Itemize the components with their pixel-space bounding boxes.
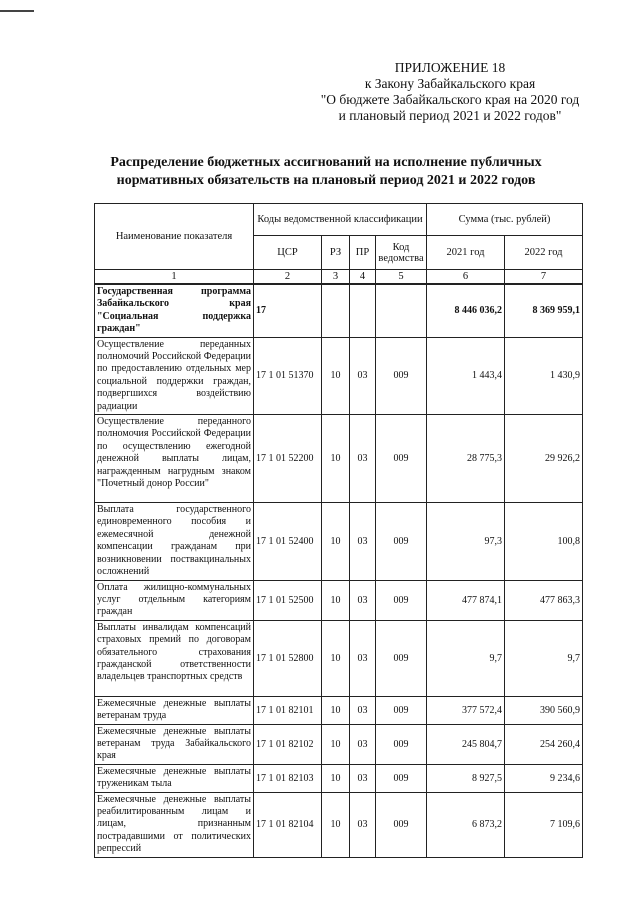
row-2021: 477 874,1 bbox=[427, 580, 505, 620]
budget-table bbox=[94, 203, 583, 858]
row-name: Выплата государственного единовременного пособия и ежемесячной денежной компенсации гражданам при возникновении поствакцинальных осложнений bbox=[95, 503, 254, 580]
row-csr: 17 1 01 82102 bbox=[254, 724, 322, 764]
row-name: Ежемесячные денежные выплаты реабилитированным лицам и лицам, признанным пострадавшими от политических репрессий bbox=[95, 792, 254, 857]
row-2021: 6 873,2 bbox=[427, 792, 505, 857]
row-name: Оплата жилищно-коммунальных услуг отдельным категориям граждан bbox=[95, 580, 254, 620]
row-dept: 009 bbox=[376, 337, 427, 414]
row-2021: 28 775,3 bbox=[427, 415, 505, 503]
title-line-1: Распределение бюджетных ассигнований на исполнение публичных bbox=[110, 155, 542, 170]
table-row bbox=[95, 415, 583, 503]
column-number: 5 bbox=[376, 270, 427, 285]
row-2022: 29 926,2 bbox=[505, 415, 583, 503]
row-csr: 17 1 01 51370 bbox=[254, 337, 322, 414]
row-2022: 1 430,9 bbox=[505, 337, 583, 414]
table-row bbox=[95, 337, 583, 414]
table-row bbox=[95, 284, 583, 337]
row-2022: 9 234,6 bbox=[505, 764, 583, 792]
row-name: Ежемесячные денежные выплаты ветеранам труда Забайкальского края bbox=[95, 724, 254, 764]
title-line-2: нормативных обязательств на плановый период 2021 и 2022 годов bbox=[116, 173, 536, 188]
header-pr: ПР bbox=[350, 236, 376, 270]
row-2022: 8 369 959,1 bbox=[505, 284, 583, 337]
header-codes: Коды ведомственной классификации bbox=[254, 204, 427, 236]
row-2022: 9,7 bbox=[505, 620, 583, 696]
row-dept: 009 bbox=[376, 724, 427, 764]
row-rz: 10 bbox=[322, 764, 350, 792]
header-name: Наименование показателя bbox=[95, 204, 254, 270]
table-row bbox=[95, 724, 583, 764]
row-dept: 009 bbox=[376, 415, 427, 503]
row-name: Ежемесячные денежные выплаты ветеранам труда bbox=[95, 696, 254, 724]
table-row bbox=[95, 580, 583, 620]
appendix-period: и плановый период 2021 и 2022 годов" bbox=[338, 108, 562, 123]
row-name: Осуществление переданных полномочий Российской Федерации по предоставлению отдельных мер социальной поддержки граждан, подвергшихся воздействию радиации bbox=[95, 337, 254, 414]
row-2022: 254 260,4 bbox=[505, 724, 583, 764]
row-rz: 10 bbox=[322, 503, 350, 580]
row-rz: 10 bbox=[322, 696, 350, 724]
row-2022: 390 560,9 bbox=[505, 696, 583, 724]
header-csr: ЦСР bbox=[254, 236, 322, 270]
row-rz: 10 bbox=[322, 580, 350, 620]
row-dept: 009 bbox=[376, 764, 427, 792]
table-row bbox=[95, 696, 583, 724]
document-title bbox=[96, 154, 556, 190]
row-2022: 477 863,3 bbox=[505, 580, 583, 620]
column-number: 6 bbox=[427, 270, 505, 285]
table-row bbox=[95, 764, 583, 792]
row-pr: 03 bbox=[350, 415, 376, 503]
row-rz: 10 bbox=[322, 724, 350, 764]
row-csr: 17 1 01 52200 bbox=[254, 415, 322, 503]
header-2021: 2021 год bbox=[427, 236, 505, 270]
column-number: 1 bbox=[95, 270, 254, 285]
row-dept: 009 bbox=[376, 792, 427, 857]
table-row bbox=[95, 620, 583, 696]
row-rz bbox=[322, 284, 350, 337]
row-pr: 03 bbox=[350, 503, 376, 580]
appendix-budget: "О бюджете Забайкальского края на 2020 год bbox=[320, 92, 580, 107]
row-pr: 03 bbox=[350, 724, 376, 764]
scan-mark bbox=[0, 10, 34, 12]
row-2021: 97,3 bbox=[427, 503, 505, 580]
header-2022: 2022 год bbox=[505, 236, 583, 270]
row-csr: 17 1 01 82103 bbox=[254, 764, 322, 792]
row-2022: 7 109,6 bbox=[505, 792, 583, 857]
appendix-number: ПРИЛОЖЕНИЕ 18 bbox=[394, 60, 506, 75]
row-2022: 100,8 bbox=[505, 503, 583, 580]
row-2021: 1 443,4 bbox=[427, 337, 505, 414]
column-number: 3 bbox=[322, 270, 350, 285]
row-dept: 009 bbox=[376, 580, 427, 620]
row-csr: 17 1 01 52800 bbox=[254, 620, 322, 696]
column-number: 2 bbox=[254, 270, 322, 285]
row-dept: 009 bbox=[376, 620, 427, 696]
row-dept: 009 bbox=[376, 696, 427, 724]
table-row bbox=[95, 503, 583, 580]
row-csr: 17 1 01 52400 bbox=[254, 503, 322, 580]
row-csr: 17 1 01 82101 bbox=[254, 696, 322, 724]
column-number-row bbox=[95, 270, 583, 285]
row-dept: 009 bbox=[376, 503, 427, 580]
row-name: Осуществление переданного полномочия Российской Федерации по осуществлению ежегодной денежной выплаты лицам, награжденным нагрудным знаком "Почетный донор России" bbox=[95, 415, 254, 503]
row-dept bbox=[376, 284, 427, 337]
row-pr: 03 bbox=[350, 580, 376, 620]
row-name: Выплаты инвалидам компенсаций страховых премий по договорам обязательного страхования гражданской ответственности владельцев транспортных средств bbox=[95, 620, 254, 696]
row-pr: 03 bbox=[350, 792, 376, 857]
row-pr: 03 bbox=[350, 764, 376, 792]
row-2021: 9,7 bbox=[427, 620, 505, 696]
row-pr: 03 bbox=[350, 620, 376, 696]
row-rz: 10 bbox=[322, 620, 350, 696]
row-pr bbox=[350, 284, 376, 337]
header-dept: Код ведомства bbox=[376, 236, 427, 270]
row-pr: 03 bbox=[350, 337, 376, 414]
column-number: 4 bbox=[350, 270, 376, 285]
row-csr: 17 1 01 52500 bbox=[254, 580, 322, 620]
row-name: Ежемесячные денежные выплаты труженикам тыла bbox=[95, 764, 254, 792]
column-number: 7 bbox=[505, 270, 583, 285]
row-rz: 10 bbox=[322, 415, 350, 503]
table-row bbox=[95, 792, 583, 857]
row-rz: 10 bbox=[322, 792, 350, 857]
header-rz: РЗ bbox=[322, 236, 350, 270]
row-2021: 8 927,5 bbox=[427, 764, 505, 792]
row-csr: 17 bbox=[254, 284, 322, 337]
appendix-law: к Закону Забайкальского края bbox=[364, 76, 536, 91]
row-name: Государственная программа Забайкальского края "Социальная поддержка граждан" bbox=[95, 284, 254, 337]
row-2021: 377 572,4 bbox=[427, 696, 505, 724]
header-sum: Сумма (тыс. рублей) bbox=[427, 204, 583, 236]
appendix-header bbox=[300, 60, 600, 124]
row-pr: 03 bbox=[350, 696, 376, 724]
row-rz: 10 bbox=[322, 337, 350, 414]
row-2021: 245 804,7 bbox=[427, 724, 505, 764]
row-csr: 17 1 01 82104 bbox=[254, 792, 322, 857]
row-2021: 8 446 036,2 bbox=[427, 284, 505, 337]
